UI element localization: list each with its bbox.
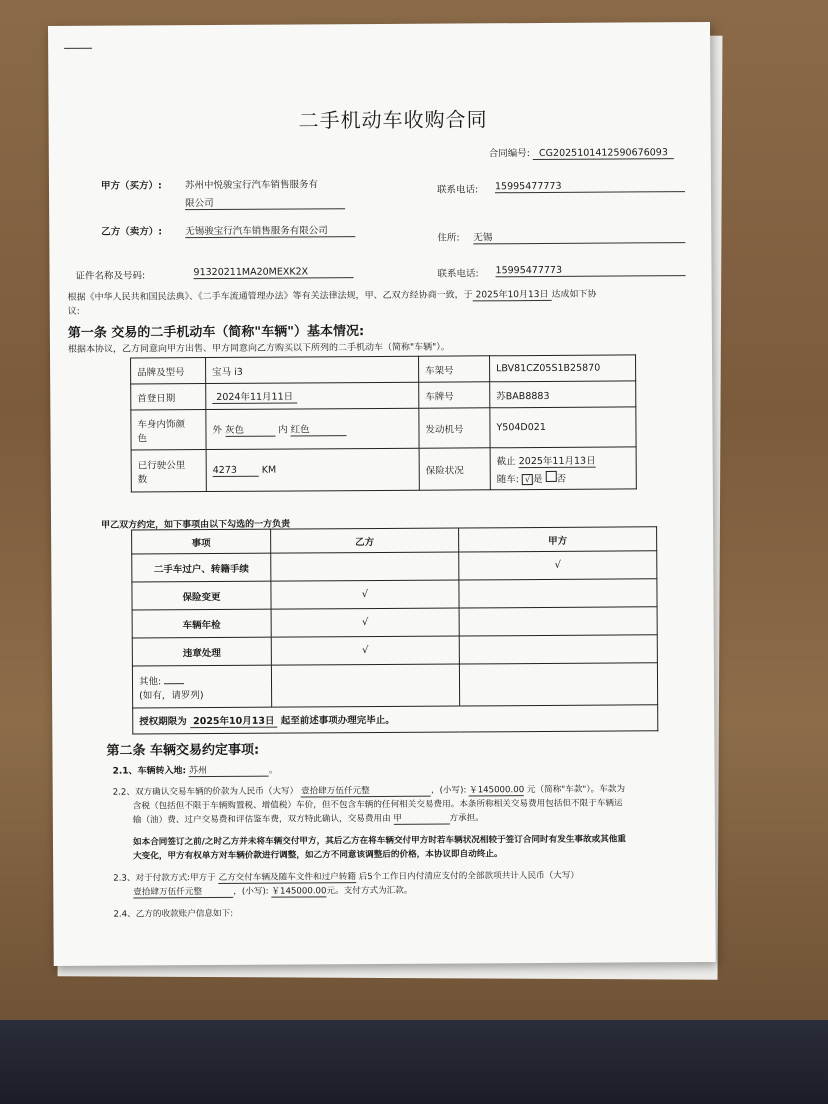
- resp-other-a[interactable]: [459, 663, 657, 706]
- vin-value: LBV81CZ05S1B25870: [490, 355, 636, 382]
- engine-value: Y504D021: [490, 407, 636, 448]
- no-checkbox[interactable]: [546, 470, 557, 481]
- party-b-addr-label: 住所:: [437, 232, 460, 244]
- cert-label: 证件名称及号码:: [75, 270, 146, 282]
- vehicle-table: [130, 354, 637, 492]
- reg-cell: [206, 382, 419, 409]
- color-cell: 外 灰色 内 红色: [206, 408, 419, 449]
- page-mark: [64, 48, 92, 49]
- clause-2-2b-line-2: 大变化，甲方有权单方对车辆价款进行调整，如乙方不同意该调整后的价格，本协议即自动终止。: [133, 849, 503, 862]
- party-a-label: 甲方（买方）:: [100, 180, 162, 192]
- resp-row-b[interactable]: √: [271, 608, 459, 637]
- party-a-name-1: 苏州中悦骏宝行汽车销售服务有: [184, 179, 319, 192]
- engine-label: 发动机号: [419, 408, 490, 448]
- ext-color: 灰色: [225, 422, 275, 437]
- vin-label: 车架号: [419, 356, 490, 382]
- resp-row-item: 保险变更: [132, 581, 271, 610]
- cert-phone-label: 联系电话:: [437, 268, 479, 280]
- resp-header-a: 甲方: [459, 527, 657, 552]
- clause-2-2-line-2: 含税（包括但不限于车辆购置税、增值税）车价，但不包含车辆的任何相关交易费用。本条所称相关交易费用包括但不限于车辆运: [132, 798, 623, 812]
- ins-label: 保险状况: [419, 448, 490, 490]
- resp-row-a[interactable]: [459, 607, 657, 636]
- intro-date: 2025年10月13日: [473, 287, 552, 301]
- plate-label: 车牌号: [419, 382, 490, 408]
- article-2-title: 第二条 车辆交易约定事项:: [106, 742, 260, 759]
- resp-row-b[interactable]: [271, 552, 459, 581]
- resp-row-item: 二手车过户、转籍手续: [132, 553, 271, 582]
- party-a-name-2: 限公司: [185, 194, 345, 210]
- int-color: 红色: [291, 421, 347, 436]
- km-cell: 4273 KM: [206, 448, 419, 491]
- resp-other: 其他: (如有，请罗列): [132, 665, 271, 708]
- party-b-name: 无锡骏宝行汽车销售服务有限公司: [185, 222, 355, 238]
- price-lower: ￥145000.00: [469, 785, 525, 796]
- cert-phone: 15995477773: [495, 264, 685, 277]
- brand-value: 宝马 i3: [206, 356, 419, 383]
- clause-2-3-line-2: 壹拾肆万伍仟元整 ，(小写): ￥145000.00元。支付方式为汇款。: [133, 885, 413, 898]
- party-a-phone-label: 联系电话:: [436, 184, 479, 196]
- resp-row-item: 车辆年检: [132, 609, 271, 638]
- yes-checkbox[interactable]: √: [522, 474, 533, 485]
- page-title: 二手机动车收购合同: [298, 107, 488, 133]
- contract-page: [48, 22, 716, 966]
- transfer-city: 苏州: [189, 763, 269, 777]
- clause-2-2-line-3: 输（油）费、过户交易费和评估鉴车费，双方特此确认，交易费用由 甲 方承担。: [132, 813, 484, 826]
- ins-until: 2025年11月13日: [519, 452, 596, 467]
- payment-upper: 壹拾肆万伍仟元整: [133, 885, 233, 899]
- party-a-phone: 15995477773: [495, 180, 685, 193]
- resp-intro: 甲乙双方约定，如下事项由以下勾选的一方负责: [101, 519, 291, 531]
- resp-row-a[interactable]: √: [459, 551, 657, 580]
- contract-number: 合同编号: CG20251014125906760​93: [489, 144, 674, 160]
- resp-other-b[interactable]: [271, 664, 459, 707]
- clause-2-3-line-1: 2.3、对于付款方式:甲方于 乙方交付车辆及随车文件和过户转籍 后5个工作日内付清应支付的全部款项共计人民币（大写）: [113, 870, 580, 884]
- deadline-date: 2025年10月13日: [190, 713, 277, 729]
- article-1-desc: 根据本协议，乙方同意向甲方出售、甲方同意向乙方购买以下所列的二手机动车（简称"车辆"）。: [67, 342, 450, 355]
- fee-payer: 甲: [393, 812, 449, 825]
- clause-2-1: 2.1、车辆转入地: 苏州 。: [113, 763, 279, 778]
- color-label: 车身内饰颜 色: [131, 410, 206, 450]
- intro-line-1: 根据《中华人民共和国民法典》、《二手车流通管理办法》等有关法律法规，甲、乙双方经协商一致，于 2025年10月13日 达成如下协: [68, 287, 597, 304]
- resp-deadline: 授权期限为 2025年10月13日 起至前述事项办理完毕止。: [133, 705, 658, 734]
- reg-value: 2024年11月11日: [212, 388, 297, 404]
- resp-row-a[interactable]: [459, 635, 657, 664]
- party-b-label: 乙方（卖方）:: [101, 226, 163, 238]
- resp-row-b[interactable]: √: [271, 636, 459, 665]
- ins-cell: 截止 2025年11月13日 随车: √ 是 否: [490, 447, 636, 490]
- price-upper: 壹拾肆万伍仟元整: [301, 784, 431, 798]
- intro-line-2: 议:: [67, 306, 80, 317]
- article-1-title: 第一条 交易的二手机动车（简称"车辆"）基本情况:: [67, 324, 365, 341]
- reg-label: 首登日期: [131, 384, 206, 410]
- resp-row-a[interactable]: [459, 579, 657, 608]
- party-b-addr: 无锡: [473, 228, 685, 244]
- cert-value: 91320211MA20MEXK2X: [193, 266, 353, 279]
- contract-number-value: CG20251014125906760​93: [533, 147, 674, 160]
- responsibility-table: [131, 526, 658, 734]
- clause-2-4: 2.4、乙方的收款账户信息如下:: [113, 908, 234, 920]
- resp-row-b[interactable]: √: [271, 580, 459, 609]
- resp-header-item: 事项: [132, 529, 271, 554]
- km-label: 已行驶公里 数: [131, 450, 206, 492]
- payment-lower: ￥145000.00: [271, 886, 327, 897]
- plate-value: 苏BAB8883: [490, 381, 636, 408]
- clause-2-2b-line-1: 如本合同签订之前/之时乙方并未将车辆交付甲方，其后乙方在将车辆交付甲方时若车辆状况相较于签订合同时有发生事故或其他重: [132, 834, 627, 848]
- resp-header-b: 乙方: [271, 528, 459, 553]
- brand-label: 品牌及型号: [131, 358, 206, 384]
- resp-row-item: 违章处理: [132, 637, 271, 666]
- payment-condition: 乙方交付车辆及随车文件和过户转籍: [218, 872, 357, 883]
- floor: [0, 1020, 828, 1104]
- km-value: 4273: [213, 464, 259, 476]
- clause-2-2-line-1: 2.2、双方确认交易车辆的价款为人民币（大写） 壹拾肆万伍仟元整 ，(小写): ￥145000.00 元（简称"车款"）。车款为: [112, 784, 626, 798]
